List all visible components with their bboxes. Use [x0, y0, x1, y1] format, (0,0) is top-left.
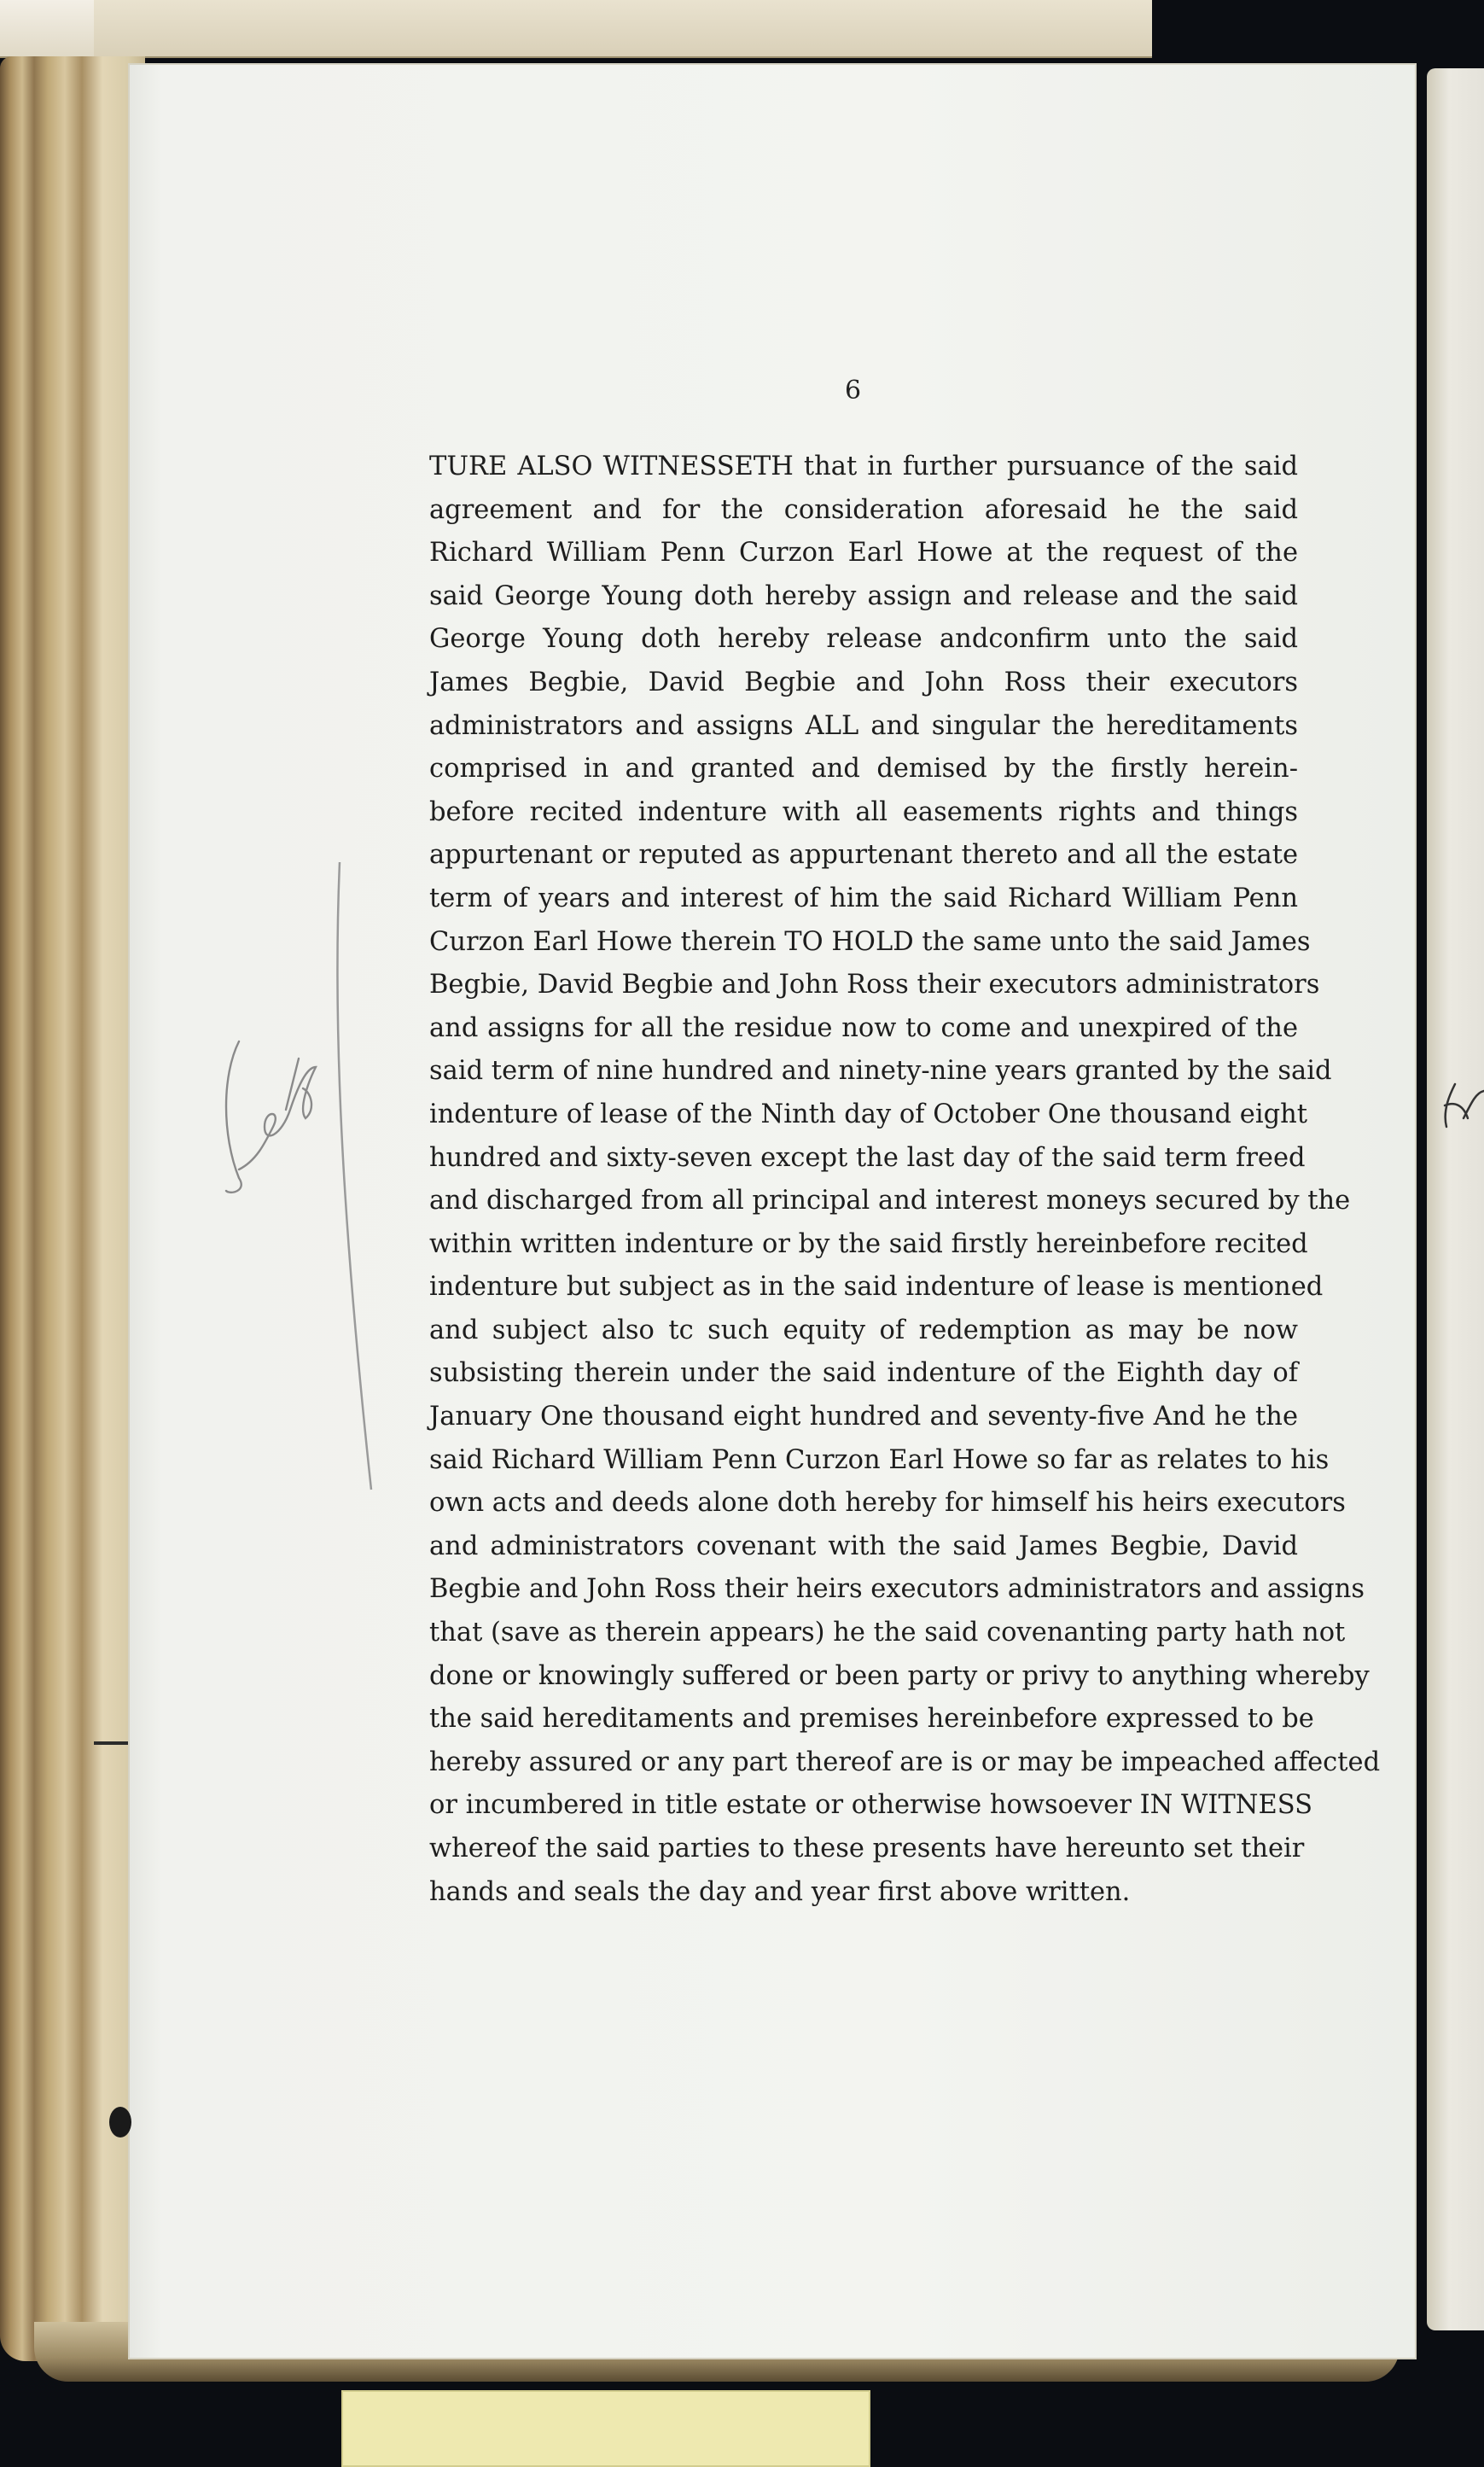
text-line: hundred and sixty-seven except the last day of the said term freed	[429, 1142, 1306, 1173]
text-line: own acts and deeds alone doth hereby for himself his heirs executors	[429, 1488, 1346, 1519]
text-line: whereof the said parties to these presents have hereunto set their	[429, 1834, 1305, 1863]
text-line: agreement and for the consideration aforesaid he the said	[429, 494, 1298, 525]
text-line: subsisting therein under the said indenture of the Eighth day of	[429, 1358, 1298, 1389]
facing-page-handwriting	[1438, 1067, 1484, 1144]
text-line: term of years and interest of him the said Richard William Penn	[429, 883, 1298, 913]
text-line: January One thousand eight hundred and seventy-five And he the	[429, 1402, 1298, 1432]
text-line: within written indenture or by the said firstly hereinbefore recited	[429, 1228, 1308, 1259]
text-line: hereby assured or any part thereof are is or may be impeached affected	[429, 1747, 1381, 1777]
text-line: that (save as therein appears) he the said covenanting party hath not	[429, 1618, 1346, 1648]
text-line: Richard William Penn Curzon Earl Howe at the request of the	[429, 538, 1298, 569]
text-line: Begbie and John Ross their heirs executors administrators and assigns	[429, 1574, 1365, 1605]
text-line: and subject also tc such equity of redemption as may be now	[429, 1315, 1298, 1345]
text-line: and assigns for all the residue now to come and unexpired of the	[429, 1012, 1298, 1043]
text-line: said George Young doth hereby assign and release and the said	[429, 580, 1298, 611]
text-line: said term of nine hundred and ninety-nine years granted by the said	[429, 1056, 1332, 1087]
text-line: James Begbie, David Begbie and John Ross their executors	[429, 667, 1298, 697]
text-line: Begbie, David Begbie and John Ross their executors administrators	[429, 970, 1320, 1000]
text-line: hands and seals the day and year first above written.	[429, 1876, 1131, 1907]
text-line: done or knowingly suffered or been party or privy to anything whereby	[429, 1660, 1370, 1691]
text-line: Curzon Earl Howe therein TO HOLD the same unto the said James	[429, 926, 1311, 957]
pencil-margin-mark	[205, 854, 393, 1502]
indenture-text-body	[429, 446, 1381, 1914]
text-line: administrators and assigns ALL and singular the hereditaments	[429, 710, 1298, 741]
book-page-edges	[0, 56, 145, 2361]
facing-page-ink-stroke	[1445, 1084, 1484, 1127]
pencil-scribble	[226, 1041, 316, 1193]
text-line: or incumbered in title estate or otherwise howsoever IN WITNESS	[429, 1790, 1313, 1821]
text-line: and administrators covenant with the said James Begbie, David	[429, 1531, 1298, 1561]
previous-page-strip	[0, 0, 1152, 58]
text-line: the said hereditaments and premises hereinbefore expressed to be	[429, 1704, 1314, 1735]
margin-tick	[94, 1741, 128, 1745]
text-line: TURE ALSO WITNESSETH that in further pursuance of the said	[429, 452, 1298, 481]
text-line: George Young doth hereby release andconfirm unto the said	[429, 624, 1298, 655]
text-line: said Richard William Penn Curzon Earl Howe so far as relates to his	[429, 1444, 1330, 1475]
text-line: comprised in and granted and demised by the firstly herein-	[429, 754, 1298, 784]
paper-tab	[341, 2390, 870, 2467]
facing-page-edge	[1427, 68, 1484, 2330]
previous-page-corner	[0, 0, 94, 56]
pencil-bracket-line	[337, 862, 371, 1490]
page-number: 6	[845, 376, 862, 405]
binding-hole	[109, 2107, 131, 2137]
text-line: indenture of lease of the Ninth day of October One thousand eight	[429, 1099, 1308, 1129]
text-line: and discharged from all principal and interest moneys secured by the	[429, 1186, 1351, 1216]
text-line: before recited indenture with all easements rights and things	[429, 796, 1298, 827]
text-line: appurtenant or reputed as appurtenant thereto and all the estate	[429, 840, 1298, 871]
text-line: indenture but subject as in the said indenture of lease is mentioned	[429, 1272, 1324, 1303]
